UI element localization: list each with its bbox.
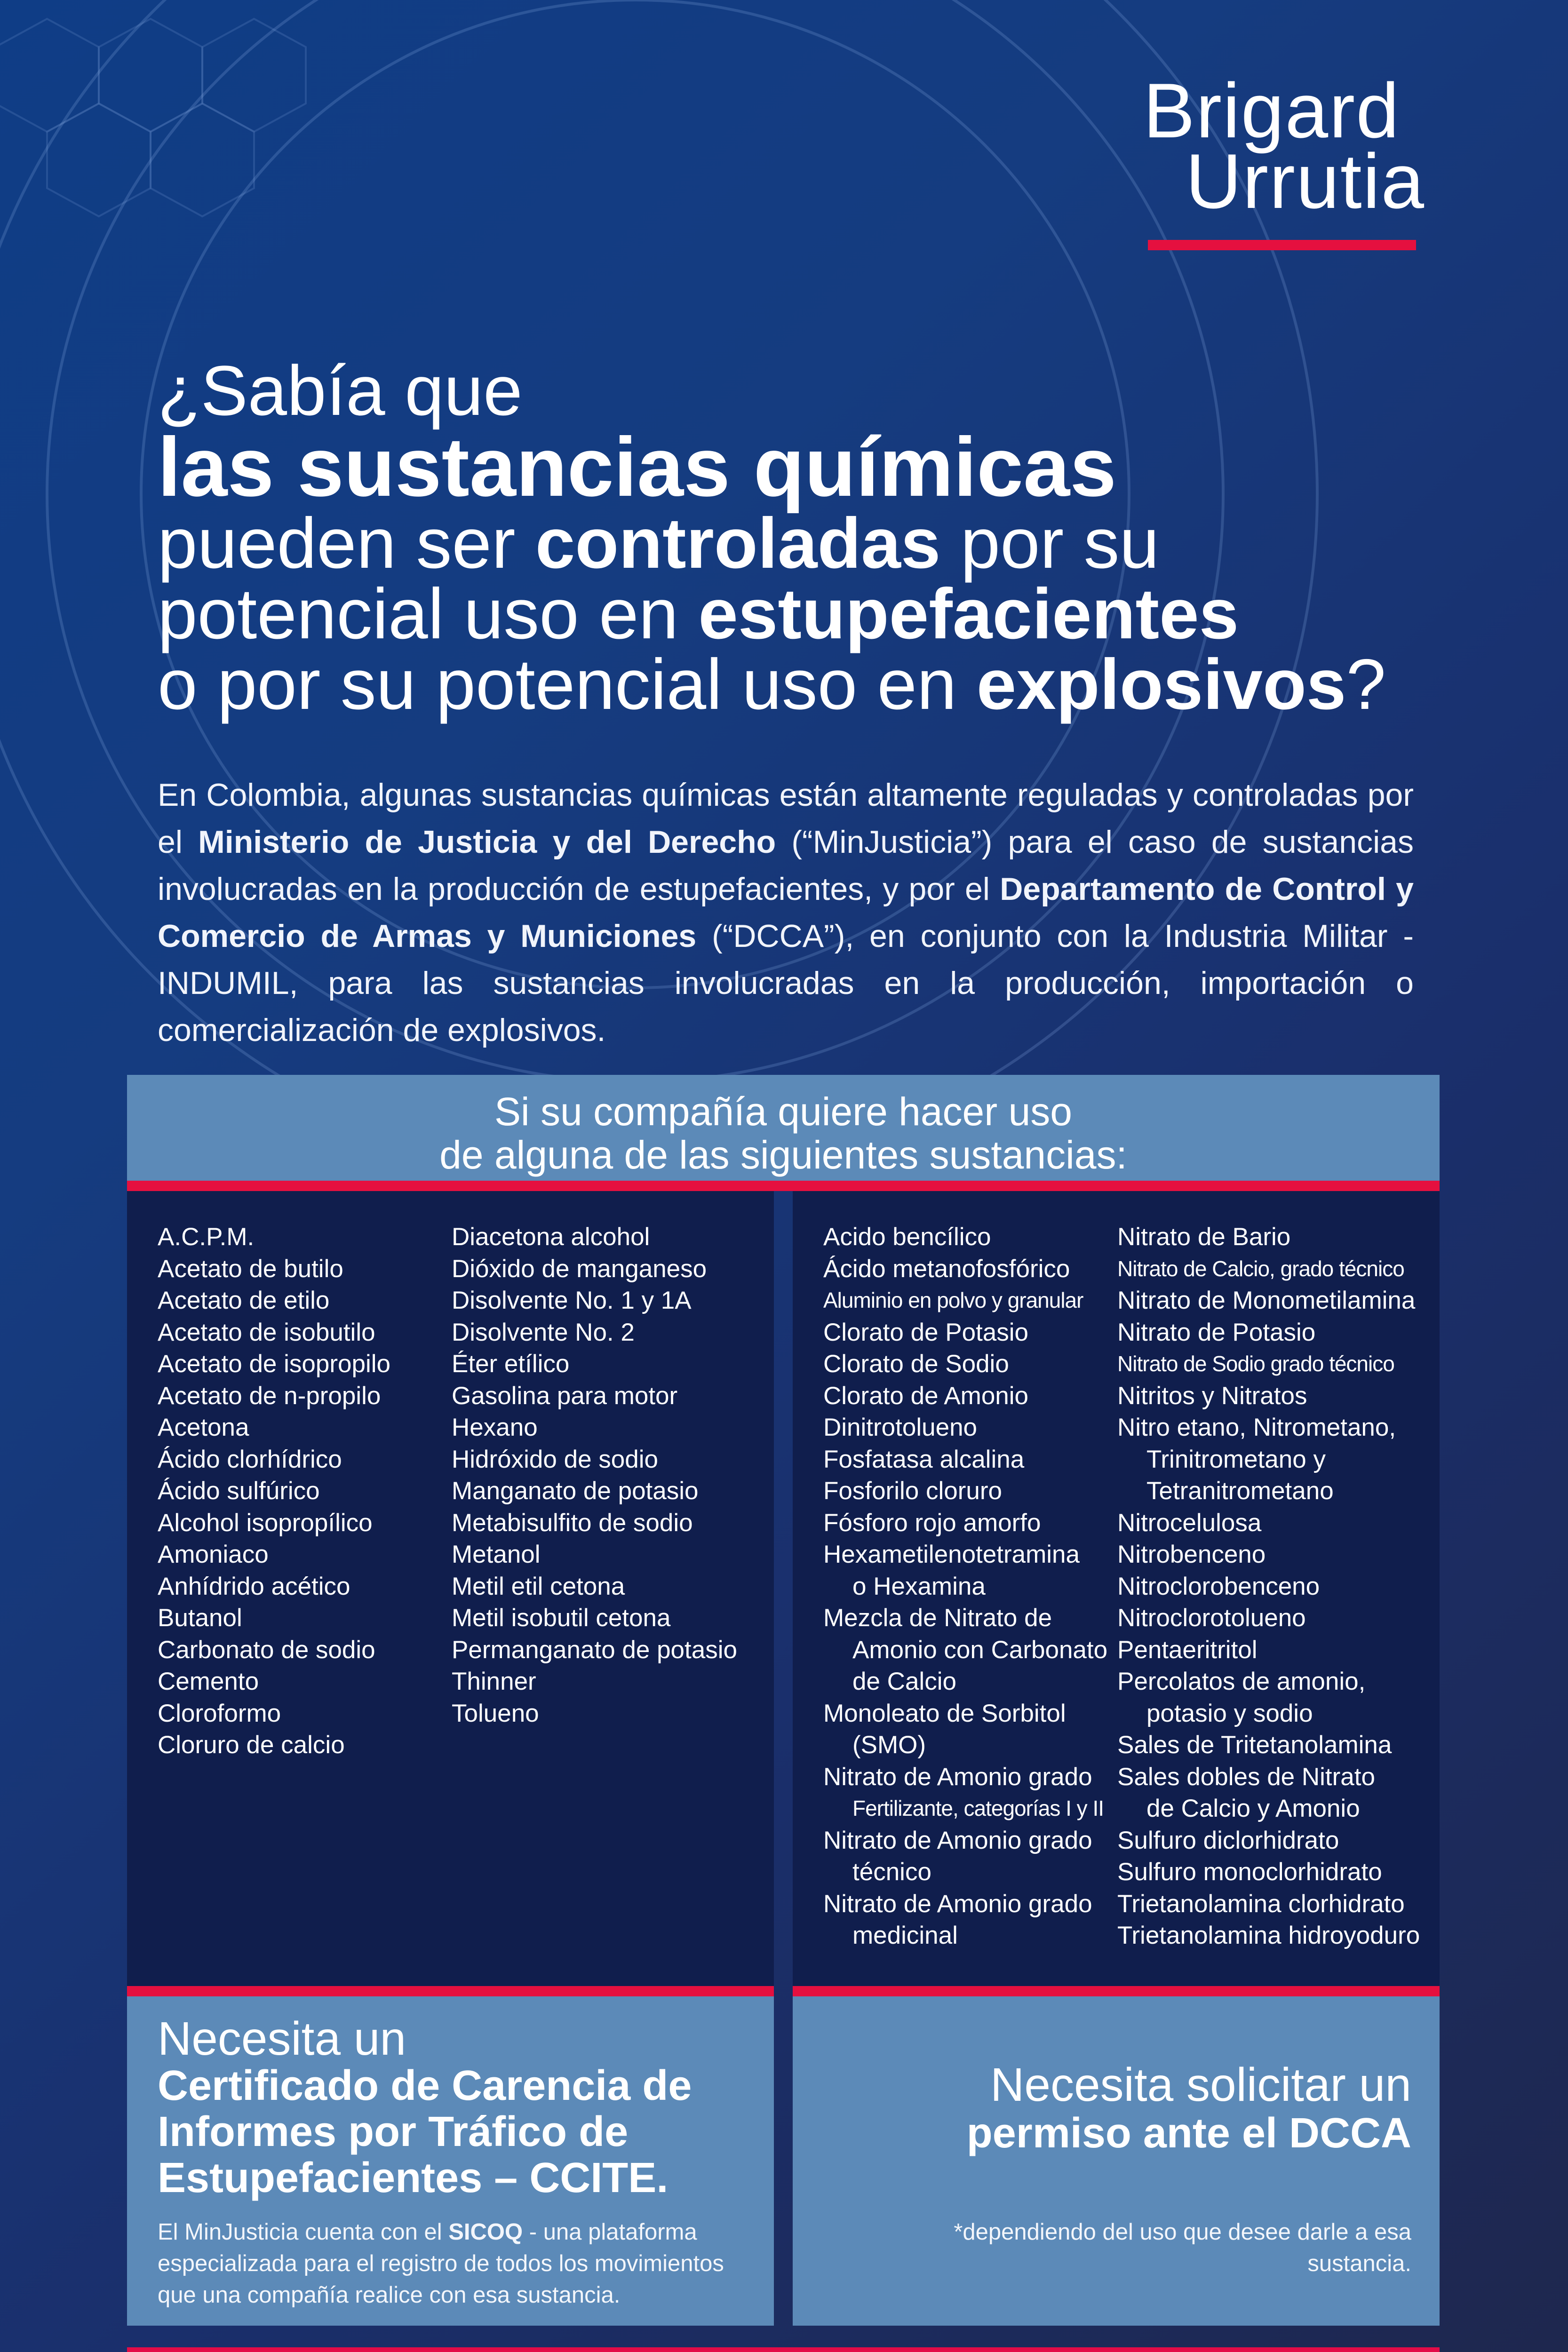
list-item: Nitrato de Sodio grado técnico	[1117, 1351, 1394, 1376]
dcca-footnote: *dependiendo del uso que desee darle a esa sustancia.	[954, 2219, 1411, 2276]
list-item: Cemento	[158, 1668, 259, 1695]
list-item: Amoniaco	[158, 1541, 269, 1568]
subheading-red-line	[127, 1181, 1440, 1191]
list-item: Ácido metanofosfórico	[823, 1255, 1070, 1283]
logo-line-2: Urrutia	[1186, 138, 1425, 224]
list-item: Gasolina para motor	[452, 1382, 678, 1410]
list-item: Hidróxido de sodio	[452, 1445, 658, 1473]
list-item: Nitroclorotolueno	[1117, 1604, 1306, 1632]
list-item: Hexametilenotetramina	[823, 1541, 1080, 1568]
list-item: Thinner	[452, 1668, 536, 1695]
list-item: Nitritos y Nitratos	[1117, 1382, 1307, 1410]
list-item: Percolatos de amonio,	[1117, 1668, 1366, 1695]
list-item: Trietanolamina hidroyoduro	[1117, 1922, 1420, 1949]
list-item: Acetato de isobutilo	[158, 1318, 375, 1346]
list-item: Trietanolamina clorhidrato	[1117, 1890, 1405, 1918]
list-item: Manganato de potasio	[452, 1477, 699, 1505]
list-item: Nitrato de Bario	[1117, 1223, 1291, 1251]
headline	[158, 351, 1428, 724]
list-item: Permanganato de potasio	[452, 1636, 737, 1664]
list-item: Diacetona alcohol	[452, 1223, 650, 1251]
list-item: Nitrato de Calcio, grado técnico	[1117, 1256, 1404, 1281]
list-item: Hexano	[452, 1414, 538, 1441]
list-item: Clorato de Sodio	[823, 1350, 1009, 1378]
headline-line-1: ¿Sabía que	[158, 351, 523, 430]
list-item: Sales dobles de Nitrato	[1117, 1763, 1375, 1791]
list-item: Acetato de butilo	[158, 1255, 343, 1283]
list-item: Nitrato de Monometilamina	[1117, 1287, 1416, 1314]
list-item: técnico	[852, 1858, 931, 1886]
list-item: medicinal	[852, 1922, 958, 1949]
list-item: Clorato de Potasio	[823, 1318, 1029, 1346]
list-item: Fertilizante, categorías I y II	[852, 1796, 1104, 1820]
substance-column-3	[823, 1221, 1107, 1952]
list-item: A.C.P.M.	[158, 1223, 255, 1251]
list-item: Carbonato de sodio	[158, 1636, 375, 1664]
list-item: Cloroformo	[158, 1699, 281, 1727]
dcca-title: permiso ante el DCCA	[966, 2110, 1411, 2157]
list-item: Acetato de etilo	[158, 1287, 330, 1314]
list-item: Monoleato de Sorbitol	[823, 1699, 1066, 1727]
list-item: de Calcio	[852, 1668, 956, 1695]
list-item: Nitrato de Potasio	[1117, 1318, 1316, 1346]
list-item: Alcohol isopropílico	[158, 1509, 373, 1537]
list-item: Fosforilo cloruro	[823, 1477, 1002, 1505]
headline-line-3: pueden ser controladas por su	[158, 503, 1160, 583]
list-item: Pentaeritritol	[1117, 1636, 1258, 1664]
list-item: Sales de Tritetanolamina	[1117, 1731, 1392, 1759]
dcca-pretitle: Necesita solicitar un	[990, 2058, 1411, 2111]
list-item: Nitrato de Amonio grado	[823, 1763, 1092, 1791]
list-item: Disolvente No. 2	[452, 1318, 635, 1346]
list-item: Sulfuro diclorhidrato	[1117, 1826, 1339, 1854]
list-item: Dióxido de manganeso	[452, 1255, 707, 1283]
list-item: Acetato de isopropilo	[158, 1350, 390, 1378]
list-item: Clorato de Amonio	[823, 1382, 1029, 1410]
list-item: Acido bencílico	[823, 1223, 991, 1251]
list-item: Anhídrido acético	[158, 1572, 350, 1600]
headline-line-5: o por su potencial uso en explosivos?	[158, 644, 1386, 724]
hexagon-pattern	[0, 19, 306, 216]
list-item: Metabisulfito de sodio	[452, 1509, 693, 1537]
list-item: Metil isobutil cetona	[452, 1604, 671, 1632]
subheading-text: Si su compañía quiere hacer uso de alguna de las siguientes sustancias:	[439, 1089, 1127, 1177]
list-item: Nitro etano, Nitrometano,	[1117, 1414, 1396, 1441]
list-item: Metil etil cetona	[452, 1572, 625, 1600]
intro-paragraph: En Colombia, algunas sustancias químicas están altamente reguladas y controladas por el Ministerio de Justicia y del Derecho (“MinJusticia”) para el caso de sustancias involucradas en la producción de estupefacientes, y por el Departamento de Control y Comercio de Armas y Municiones (“DCCA”), en conjunto con la Industria Militar - INDUMIL, para las sustancias involucradas en la producción, importación o comercialización de explosivos.	[158, 777, 1414, 1048]
list-item: Tetranitrometano	[1146, 1477, 1334, 1505]
list-item: Mezcla de Nitrato de	[823, 1604, 1052, 1632]
list-item: Disolvente No. 1 y 1A	[452, 1287, 692, 1314]
substance-column-4	[1117, 1221, 1420, 1952]
ccite-description: El MinJusticia cuenta con el SICOQ - una plataforma especializada para el registro de todos los movimientos que una compañía realice con esa sustancia.	[158, 2219, 724, 2308]
list-item: Acetona	[158, 1414, 249, 1441]
logo-line-1: Brigard	[1143, 67, 1400, 154]
list-item: Nitrato de Amonio grado	[823, 1890, 1092, 1918]
list-item: potasio y sodio	[1146, 1699, 1313, 1727]
list-item: Nitroclorobenceno	[1117, 1572, 1320, 1600]
list-item: Acetato de n-propilo	[158, 1382, 381, 1410]
substance-column-2	[452, 1221, 737, 1729]
ccite-red-line	[127, 1986, 774, 1996]
list-item: Éter etílico	[452, 1350, 570, 1378]
ccite-pretitle: Necesita un	[158, 2012, 406, 2065]
list-item: Fosfatasa alcalina	[823, 1445, 1025, 1473]
dcca-red-line	[793, 1986, 1440, 1996]
list-item: Aluminio en polvo y granular	[823, 1288, 1083, 1312]
substances-subheading	[127, 1075, 1440, 1181]
list-item: de Calcio y Amonio	[1146, 1795, 1360, 1822]
headline-line-4: potencial uso en estupefacientes	[158, 574, 1239, 654]
list-item: Tolueno	[452, 1699, 539, 1727]
list-item: Ácido sulfúrico	[158, 1477, 320, 1505]
list-item: Ácido clorhídrico	[158, 1445, 342, 1473]
list-item: Sulfuro monoclorhidrato	[1117, 1858, 1382, 1886]
list-item: Nitrato de Amonio grado	[823, 1826, 1092, 1854]
list-item: Butanol	[158, 1604, 242, 1632]
list-item: (SMO)	[852, 1731, 926, 1759]
ccite-title: Certificado de Carencia de Informes por Tráfico de Estupefacientes – CCITE.	[158, 2062, 692, 2201]
list-item: Nitrocelulosa	[1117, 1509, 1262, 1537]
list-item: Fósforo rojo amorfo	[823, 1509, 1041, 1537]
list-item: Cloruro de calcio	[158, 1731, 345, 1759]
list-item: Nitrobenceno	[1117, 1541, 1266, 1568]
logo-underline	[1148, 240, 1416, 250]
contact-banner	[127, 2347, 1440, 2352]
list-item: Amonio con Carbonato	[852, 1636, 1108, 1664]
list-item: Trinitrometano y	[1146, 1445, 1326, 1473]
list-item: o Hexamina	[852, 1572, 986, 1600]
list-item: Metanol	[452, 1541, 541, 1568]
substance-column-1	[158, 1221, 390, 1761]
list-item: Dinitrotolueno	[823, 1414, 978, 1441]
headline-line-2: las sustancias químicas	[158, 420, 1117, 514]
